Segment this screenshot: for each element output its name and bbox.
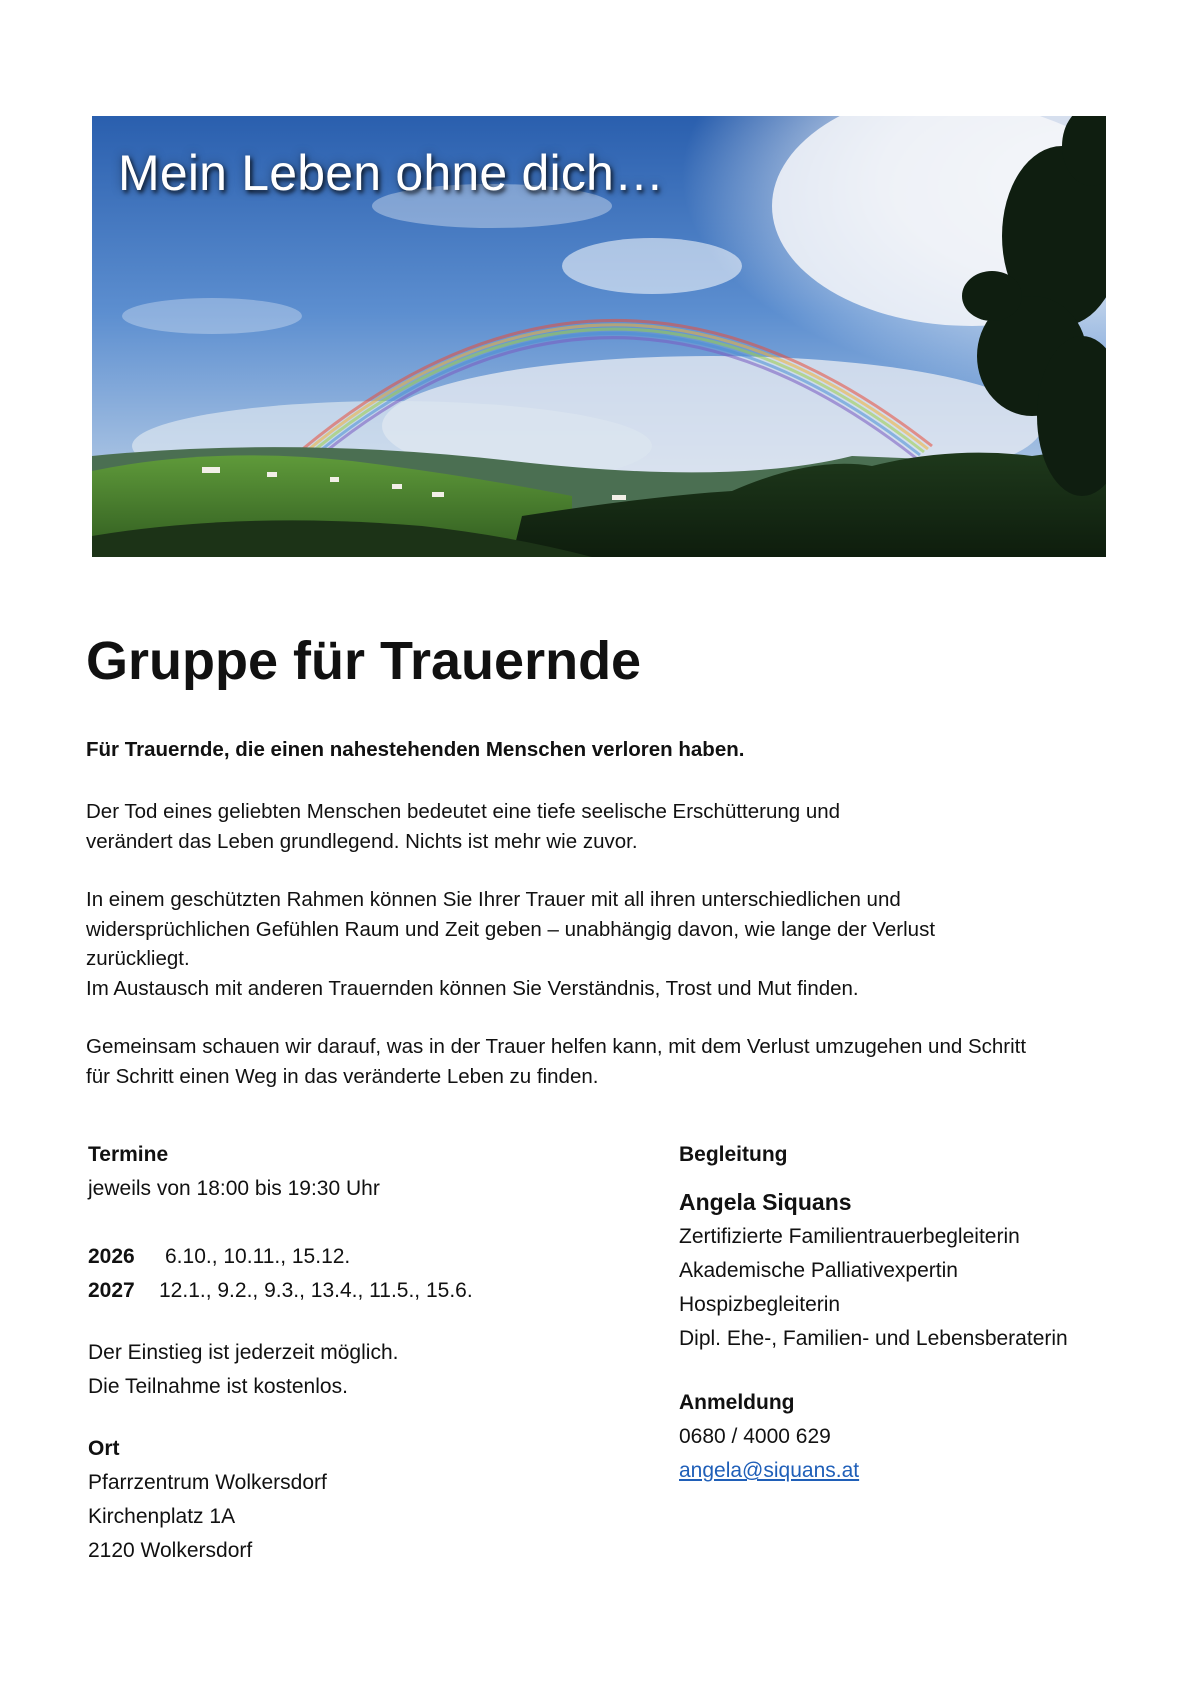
phone-number: 0680 / 4000 629 [679,1425,831,1448]
hero-title: Mein Leben ohne dich… [118,145,665,201]
paragraph-line: Gemeinsam schauen wir darauf, was in der Trauer helfen kann, mit dem Verlust umzugehen und Schritt [86,1035,1027,1058]
role-line: Dipl. Ehe-, Familien- und Lebensberaterin [679,1327,1068,1350]
role-line: Zertifizierte Familientrauerbegleiterin [679,1225,1020,1248]
paragraph-1 [86,797,1126,856]
email-link[interactable]: angela@siquans.at [679,1459,860,1482]
ort-line: Kirchenplatz 1A [88,1505,236,1528]
ort-line: Pfarrzentrum Wolkersdorf [88,1471,327,1494]
year-label: 2026 [88,1245,135,1268]
paragraph-3 [86,1032,1126,1091]
paragraph-line: verändert das Leben grundlegend. Nichts ist mehr wie zuvor. [86,829,638,853]
role-line: Akademische Palliativexpertin [679,1259,958,1282]
note-kostenlos: Die Teilnahme ist kostenlos. [88,1375,348,1398]
termine-section [88,1138,648,1568]
paragraph-line: Der Tod eines geliebten Menschen bedeutet eine tiefe seelische Erschütterung und [86,800,841,823]
dates-row-2026 [88,1240,648,1274]
begleitung-section [679,1138,1159,1488]
person-name: Angela Siquans [679,1189,852,1215]
anmeldung-label: Anmeldung [679,1391,795,1414]
paragraph-line: für Schritt einen Weg in das veränderte Leben zu finden. [86,1064,599,1088]
role-line: Hospizbegleiterin [679,1293,841,1316]
dates-list: 12.1., 9.2., 9.3., 13.4., 11.5., 15.6. [159,1279,473,1302]
note-einstieg: Der Einstieg ist jederzeit möglich. [88,1341,399,1364]
paragraph-line: Im Austausch mit anderen Trauernden können Sie Verständnis, Trost und Mut finden. [86,976,859,1000]
page-title: Gruppe für Trauernde [86,631,642,691]
termine-time: jeweils von 18:00 bis 19:30 Uhr [88,1177,380,1200]
ort-label: Ort [88,1437,120,1460]
subtitle: Für Trauernde, die einen nahestehenden Menschen verloren haben. [86,738,745,761]
paragraph-line: In einem geschützten Rahmen können Sie Ihrer Trauer mit all ihren unterschiedlichen und [86,888,901,911]
year-label: 2027 [88,1279,135,1302]
dates-list: 6.10., 10.11., 15.12. [165,1245,351,1268]
hero-image [92,116,1106,557]
begleitung-label: Begleitung [679,1143,788,1166]
termine-label: Termine [88,1143,169,1166]
paragraph-2 [86,885,1126,1003]
paragraph-line: zurückliegt. [86,947,190,970]
paragraph-line: widersprüchlichen Gefühlen Raum und Zeit geben – unabhängig davon, wie lange der Verlust [86,917,936,941]
dates-row-2027 [88,1274,648,1308]
ort-line: 2120 Wolkersdorf [88,1539,253,1562]
